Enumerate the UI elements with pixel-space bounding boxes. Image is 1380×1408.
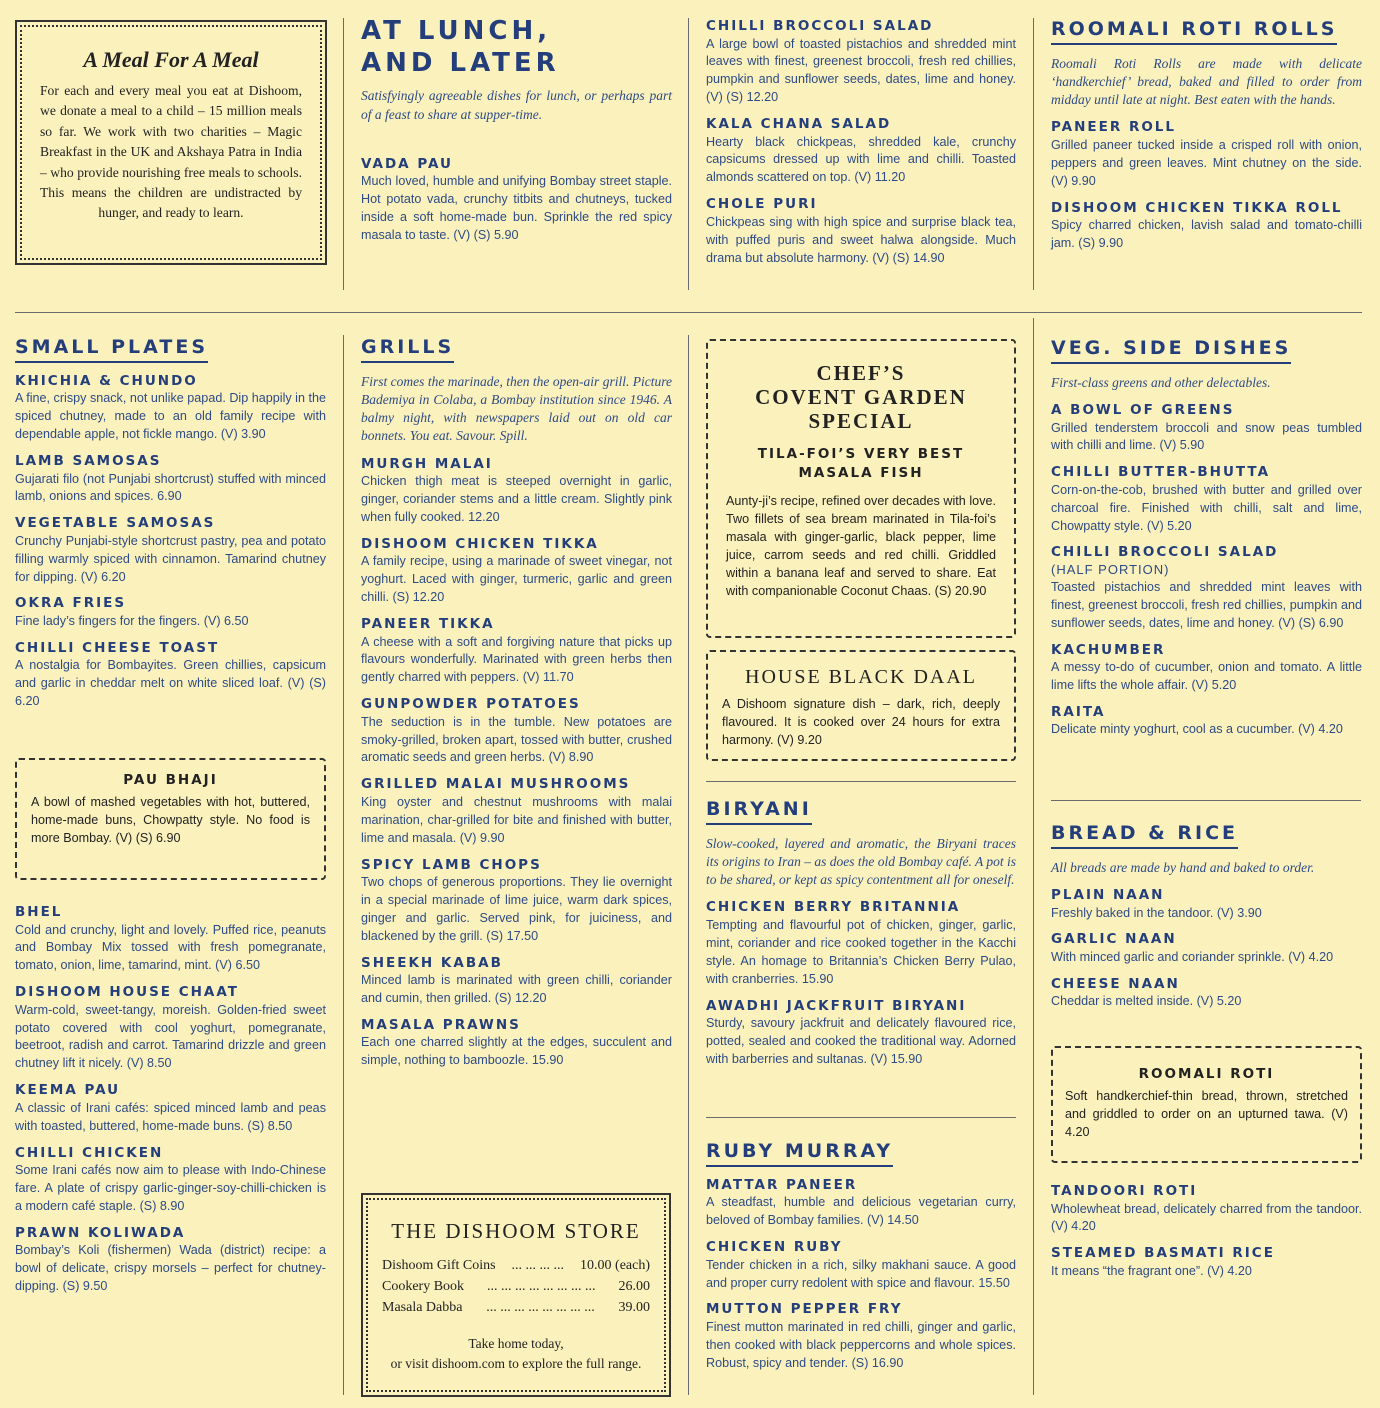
dishoom-store-box — [361, 1193, 671, 1397]
store-title: THE DISHOOM STORE — [391, 1219, 641, 1243]
item-desc: Bombay’s Koli (fishermen) Wada (district) recipe: a bowl of delicate, crispy morsels – perfect for chutney-dipping. (S) 9.50 — [15, 1243, 326, 1293]
section-divider — [706, 1117, 1016, 1118]
biryani-section — [706, 798, 1016, 1078]
item-name: A BOWL OF GREENS — [1051, 402, 1235, 419]
pau-bhaji-desc: A bowl of mashed vegetables with hot, buttered, home-made buns, Chowpatty style. No food is more Bombay. (V) (S) 6.90 — [31, 795, 310, 845]
section-divider — [706, 781, 1016, 782]
item-desc: Two chops of generous proportions. They lie overnight in a special marinade of lime juice, warm dark spices, ginger and garlic. Served pink, for juiciness, and blackened by the grill. (S) 17.50 — [361, 875, 672, 943]
item-desc: Cheddar is melted inside. (V) 5.20 — [1051, 994, 1242, 1009]
item-desc: Gujarati filo (not Punjabi shortcrust) stuffed with minced lamb, onions and spices. 6.90 — [15, 471, 326, 504]
pau-bhaji-title: PAU BHAJI — [123, 772, 218, 788]
menu-item — [361, 857, 672, 946]
special-title — [726, 361, 996, 433]
roomali-rolls-title: ROOMALI ROTI ROLLS — [1051, 18, 1337, 45]
roomali-rolls-section — [1051, 18, 1362, 262]
item-desc: Spicy charred chicken, lavish salad and tomato-chilli jam. (S) 9.90 — [1051, 218, 1362, 251]
menu-item — [1051, 119, 1362, 190]
item-name: GRILLED MALAI MUSHROOMS — [361, 776, 631, 793]
menu-item — [1051, 544, 1362, 632]
menu-item — [1051, 1183, 1362, 1236]
item-desc: A family recipe, using a marinade of sweet vinegar, not yoghurt. Laced with ginger, turmeric, garlic and green chilli. (S) 12.20 — [361, 554, 672, 605]
menu-item — [1051, 464, 1362, 535]
menu-item — [361, 536, 672, 607]
item-desc: Freshly baked in the tandoor. (V) 3.90 — [1051, 905, 1262, 920]
item-desc: Some Irani cafés now aim to please with Indo-Chinese fare. A plate of crispy garlic-ginger-soy-chilli-chicken is a modern café staple. (S) 8.90 — [15, 1163, 326, 1213]
daal-title: HOUSE BLACK DAAL — [745, 666, 977, 688]
menu-item — [361, 1017, 672, 1070]
item-name: CHILLI BROCCOLI SALAD — [706, 18, 934, 34]
meal-box-text: For each and every meal you eat at Dishoom, we donate a meal to a child – 15 million meals so far. We work with two charities – Magic Breakfast in the UK and Akshaya Patra in India – who provide nourishing free meals to schools. This means the children are undistracted by hunger, and ready to learn. — [40, 83, 302, 221]
item-desc: Sturdy, savoury jackfruit and delicately flavoured rice, potted, sealed and cooked the traditional way. Adorned with barberries and sultanas. (V) 15.90 — [706, 1016, 1016, 1066]
store-row — [382, 1297, 650, 1318]
roomali-roti-title: ROOMALI ROTI — [1138, 1066, 1275, 1082]
item-name: SPICY LAMB CHOPS — [361, 856, 542, 873]
column-divider — [1033, 318, 1034, 1395]
item-name: CHOLE PURI — [706, 196, 818, 213]
menu-item — [706, 1239, 1016, 1292]
store-row-price: 26.00 — [618, 1279, 650, 1295]
special-title-line3: SPECIAL — [808, 409, 914, 434]
menu-item — [361, 616, 672, 687]
menu-item — [706, 998, 1016, 1069]
lunch-intro: Satisfyingly agreeable dishes for lunch, or perhaps part of a feast to share at supper-time. — [361, 88, 672, 122]
item-name: PANEER ROLL — [1051, 119, 1177, 136]
item-desc: Toasted pistachios and shredded mint leaves with finest, greenest broccoli, fresh red chillies, pumpkin and sunflower seeds, dates, lime and honey. (V) (S) 6.90 — [1051, 579, 1362, 630]
store-row-dots: ... ... ... ... — [511, 1258, 565, 1274]
special-dish-line1: TILA-FOI’S VERY BEST — [757, 446, 965, 463]
item-name: MASALA PRAWNS — [361, 1016, 521, 1033]
item-desc: Delicate minty yoghurt, cool as a cucumber. (V) 4.20 — [1051, 722, 1343, 737]
menu-item — [361, 955, 672, 1008]
item-name: DISHOOM HOUSE CHAAT — [15, 984, 239, 1001]
item-name: CHILLI BROCCOLI SALAD — [1051, 544, 1279, 561]
roomali-roti-desc: Soft handkerchief-thin bread, thrown, stretched and griddled to order on an upturned tawa. (V) 4.20 — [1065, 1089, 1348, 1139]
item-name: KALA CHANA SALAD — [706, 116, 892, 133]
bread-rice-section — [1051, 822, 1362, 1020]
column-divider — [688, 335, 689, 1395]
bread-rice-intro: All breads are made by hand and baked to order. — [1051, 859, 1315, 875]
section-divider — [15, 312, 1362, 313]
menu-item — [15, 373, 326, 444]
item-desc: Tempting and flavourful pot of chicken, ginger, garlic, mint, coriander and rice cooked together in the Kacchi style. An homage to Britannia’s Chicken Berry Pulao, with cranberries. 15.90 — [706, 918, 1016, 986]
daal-desc: A Dishoom signature dish – dark, rich, deeply flavoured. It is cooked over 24 hours for extra harmony. (V) 9.20 — [722, 697, 1000, 747]
house-black-daal-box — [706, 650, 1016, 761]
store-row-dots: ... ... ... ... ... ... ... ... — [486, 1300, 595, 1316]
lunch-title-line2: AND LATER — [361, 47, 560, 78]
item-desc: Much loved, humble and unifying Bombay street staple. Hot potato vada, crunchy titbits and chutneys, tucked inside a soft home-made bun. Sprinkle the red spicy masala to taste. (V) (S) 5.90 — [361, 174, 672, 243]
item-name: CHILLI CHICKEN — [15, 1144, 164, 1161]
item-name: TANDOORI ROTI — [1051, 1183, 1198, 1199]
column-divider — [688, 18, 689, 290]
item-desc: Wholewheat bread, delicately charred from the tandoor. (V) 4.20 — [1051, 1201, 1362, 1234]
item-desc: King oyster and chestnut mushrooms with malai marination, char-grilled for bite and finished with butter, lime and masala. (V) 9.90 — [361, 794, 672, 845]
item-name: CHILLI BUTTER-BHUTTA — [1051, 464, 1271, 481]
menu-item — [1051, 931, 1362, 966]
item-name: PANEER TIKKA — [361, 616, 495, 633]
menu-item — [15, 640, 326, 711]
chefs-special-box — [706, 339, 1016, 638]
item-name: DISHOOM CHICKEN TIKKA ROLL — [1051, 199, 1343, 216]
veg-sides-section — [1051, 337, 1362, 748]
grills-title: GRILLS — [361, 336, 454, 363]
item-desc: A steadfast, humble and delicious vegetarian curry, beloved of Bombay families. (V) 14.50 — [706, 1195, 1016, 1228]
menu-item — [706, 116, 1016, 187]
small-plates-section — [15, 336, 326, 720]
item-desc: With minced garlic and coriander sprinkle. (V) 4.20 — [1051, 949, 1334, 964]
bread-rice-continued — [1051, 1183, 1362, 1290]
menu-item — [706, 1177, 1016, 1230]
menu-item — [15, 1082, 326, 1135]
small-plates-continued — [15, 904, 326, 1305]
item-name: PRAWN KOLIWADA — [15, 1224, 186, 1241]
item-name: CHICKEN BERRY BRITANNIA — [706, 899, 961, 916]
menu-item — [15, 453, 326, 506]
veg-sides-intro: First-class greens and other delectables. — [1051, 374, 1271, 390]
biryani-title: BIRYANI — [706, 798, 812, 825]
special-dish-name — [726, 445, 996, 483]
item-name: MUTTON PEPPER FRY — [706, 1301, 903, 1318]
menu-item — [361, 456, 672, 527]
veg-sides-title: VEG. SIDE DISHES — [1051, 337, 1291, 364]
item-name: LAMB SAMOSAS — [15, 452, 162, 469]
item-name: OKRA FRIES — [15, 595, 127, 612]
menu-item — [706, 1301, 1016, 1372]
meal-for-a-meal-box — [15, 20, 327, 265]
item-name: PLAIN NAAN — [1051, 887, 1165, 904]
column-divider — [343, 18, 344, 290]
item-desc: Grilled paneer tucked inside a crisped roll with onion, peppers and green leaves. Mint chutney on the side. (V) 9.90 — [1051, 138, 1362, 188]
salads-section — [706, 18, 1016, 276]
store-row-label: Cookery Book — [382, 1279, 465, 1295]
column-divider — [343, 335, 344, 1395]
item-name: GUNPOWDER POTATOES — [361, 696, 581, 713]
item-desc: Tender chicken in a rich, silky makhani sauce. A good and proper curry redolent with spice and flavour. 15.50 — [706, 1257, 1016, 1290]
item-desc: Corn-on-the-cob, brushed with butter and grilled over charcoal fire. Finished with chilli, salt and lime, Chowpatty style. (V) 5.20 — [1051, 482, 1362, 533]
lunch-section — [361, 16, 672, 254]
item-desc: Hearty black chickpeas, shredded kale, crunchy capsicums dressed up with lime and chilli. Toasted almonds scattered on top. (V) 11.20 — [706, 134, 1016, 185]
biryani-intro: Slow-cooked, layered and aromatic, the Biryani traces its origins to Iran – as does the old Bombay café. A pot is to be shared, or kept as spicy contentment all for oneself. — [706, 835, 1016, 888]
store-footer-line2: or visit dishoom.com to explore the full range. — [390, 1355, 642, 1371]
item-desc: A classic of Irani cafés: spiced minced lamb and peas with toasted, buttered, home-made buns. (S) 8.50 — [15, 1100, 326, 1133]
menu-item — [15, 595, 326, 630]
special-title-line2: COVENT GARDEN — [755, 385, 967, 410]
item-desc: Grilled tenderstem broccoli and snow peas tumbled with chilli and lime. (V) 5.90 — [1051, 420, 1362, 453]
bread-rice-title: BREAD & RICE — [1051, 822, 1238, 849]
item-name: RAITA — [1051, 703, 1106, 720]
item-name: DISHOOM CHICKEN TIKKA — [361, 535, 599, 552]
item-desc: Minced lamb is marinated with green chilli, coriander and cumin, then grilled. (S) 12.20 — [361, 973, 672, 1005]
item-name: BHEL — [15, 904, 63, 920]
special-title-line1: CHEF’S — [816, 361, 906, 385]
item-name: MURGH MALAI — [361, 455, 493, 472]
menu-item — [361, 696, 672, 767]
menu-item — [15, 984, 326, 1073]
menu-item — [706, 18, 1016, 107]
menu-item — [706, 899, 1016, 988]
item-name: STEAMED BASMATI RICE — [1051, 1245, 1275, 1262]
item-desc: Fine lady’s fingers for the fingers. (V) 6.50 — [15, 613, 249, 628]
menu-item — [706, 196, 1016, 267]
item-desc: Cold and crunchy, light and lovely. Puffed rice, peanuts and Bombay Mix tossed with fresh pomegranate, tomato, onion, lime, tamarind, mint. (V) 6.50 — [15, 922, 326, 973]
item-desc: Finest mutton marinated in red chilli, ginger and garlic, then cooked with black peppercorns and whole spices. Robust, spicy and tender. (S) 16.90 — [706, 1319, 1016, 1370]
item-name: KACHUMBER — [1051, 641, 1166, 658]
item-portion-note: (HALF PORTION) — [1051, 562, 1170, 578]
item-desc: A nostalgia for Bombayites. Green chillies, capsicum and garlic in cheddar melt on white sliced loaf. (V) (S) 6.20 — [15, 658, 326, 709]
item-desc: The seduction is in the tumble. New potatoes are smoky-grilled, broken apart, tossed with butter, crushed aromatic seeds and green herbs. (V) 8.90 — [361, 714, 672, 765]
meal-box-title: A Meal For A Meal — [83, 47, 259, 72]
item-desc: Each one charred slightly at the edges, succulent and simple, nothing to bamboozle. 15.90 — [361, 1035, 672, 1068]
menu-item — [15, 1145, 326, 1216]
item-desc: A fine, crispy snack, not unlike papad. Dip happily in the spiced chutney, made to an old family recipe with dependable apple, not fickle mango. (V) 3.90 — [15, 391, 326, 442]
special-desc: Aunty-ji’s recipe, refined over decades with love. Two fillets of sea bream marinated in Tila-foi’s masala with ginger-garlic, black pepper, lime juice, carrom seeds and red chilli. Griddled within a banana leaf and served to share. Eat with companionable Coconut Chaas. (S) 20.90 — [726, 494, 996, 598]
store-row-price: 10.00 (each) — [580, 1258, 650, 1274]
menu-item — [15, 904, 326, 975]
item-name: GARLIC NAAN — [1051, 931, 1177, 948]
menu-item — [361, 156, 672, 245]
menu-item — [1051, 704, 1362, 739]
menu-item — [1051, 642, 1362, 695]
menu-item — [1051, 402, 1362, 455]
item-desc: A large bowl of toasted pistachios and shredded mint leaves with finest, greenest broccoli, fresh red chillies, pumpkin and sunflower seeds, dates, lime and honey. (V) (S) 12.20 — [706, 36, 1016, 105]
item-name: CHEESE NAAN — [1051, 975, 1180, 992]
store-footer-line1: Take home today, — [468, 1336, 564, 1352]
menu-item — [15, 1225, 326, 1296]
item-desc: Warm-cold, sweet-tangy, moreish. Golden-fried sweet potato covered with cool yoghurt, pomegranate, beetroot, radish and carrot. Tamarind drizzle and green chutney lift it nicely. (V) 8.50 — [15, 1002, 326, 1071]
menu-item — [1051, 1245, 1362, 1280]
ruby-murray-title: RUBY MURRAY — [706, 1140, 893, 1167]
item-name: CHILLI CHEESE TOAST — [15, 639, 220, 656]
menu-item — [1051, 200, 1362, 253]
item-name: VADA PAU — [361, 155, 453, 172]
grills-intro: First comes the marinade, then the open-air grill. Picture Bademiya in Colaba, a Bombay institution since 1946. A balmy night, with newspapers laid out on old car bonnets. You eat. Savour. Spill. — [361, 373, 672, 444]
lunch-title — [361, 16, 672, 79]
item-name: KEEMA PAU — [15, 1082, 121, 1099]
section-divider — [1051, 800, 1361, 801]
menu-item — [15, 515, 326, 586]
item-name: KHICHIA & CHUNDO — [15, 372, 198, 389]
menu-item — [1051, 887, 1362, 922]
store-row — [382, 1255, 650, 1276]
item-desc: Crunchy Punjabi-style shortcrust pastry, pea and potato filling warmly spiced with cinnamon. Tamarind chutney for dipping. (V) 6.20 — [15, 533, 326, 584]
item-desc: It means “the fragrant one”. (V) 4.20 — [1051, 1263, 1252, 1278]
pau-bhaji-box — [15, 758, 326, 880]
item-name: MATTAR PANEER — [706, 1176, 858, 1193]
store-row — [382, 1276, 650, 1297]
item-name: SHEEKH KABAB — [361, 954, 503, 971]
small-plates-title: SMALL PLATES — [15, 336, 208, 363]
item-desc: Chickpeas sing with high spice and surprise black tea, with puffed puris and sweet halwa alongside. Much drama but absolute harmony. (V) (S) 14.90 — [706, 214, 1016, 265]
store-row-label: Masala Dabba — [382, 1300, 463, 1316]
store-row-price: 39.00 — [618, 1300, 650, 1316]
store-row-label: Dishoom Gift Coins — [382, 1258, 496, 1274]
item-name: AWADHI JACKFRUIT BIRYANI — [706, 997, 967, 1014]
item-name: VEGETABLE SAMOSAS — [15, 515, 216, 532]
roomali-roti-box — [1051, 1046, 1362, 1163]
roomali-rolls-intro: Roomali Roti Rolls are made with delicate ‘handkerchief’ bread, baked and filled to order from midday until late at night. Best eaten with the hands. — [1051, 55, 1362, 108]
grills-section — [361, 336, 672, 1079]
item-desc: A messy to-do of cucumber, onion and tomato. A little lime lifts the whole affair. (V) 5.20 — [1051, 660, 1362, 692]
special-dish-line2: MASALA FISH — [798, 465, 924, 482]
ruby-murray-section — [706, 1140, 1016, 1382]
lunch-title-line1: AT LUNCH, — [361, 16, 552, 46]
store-row-dots: ... ... ... ... ... ... ... ... — [487, 1279, 596, 1295]
menu-item — [361, 776, 672, 847]
item-desc: A cheese with a soft and forgiving nature that picks up flavours wonderfully. Marinated with green herbs then gently charred with peppers. (V) 11.70 — [361, 634, 672, 685]
item-name: CHICKEN RUBY — [706, 1239, 843, 1256]
item-desc: Chicken thigh meat is steeped overnight in garlic, ginger, coriander stems and a little cream. Slightly pink when fully cooked. 12.20 — [361, 474, 672, 524]
menu-item — [1051, 976, 1362, 1011]
column-divider — [1033, 18, 1034, 290]
